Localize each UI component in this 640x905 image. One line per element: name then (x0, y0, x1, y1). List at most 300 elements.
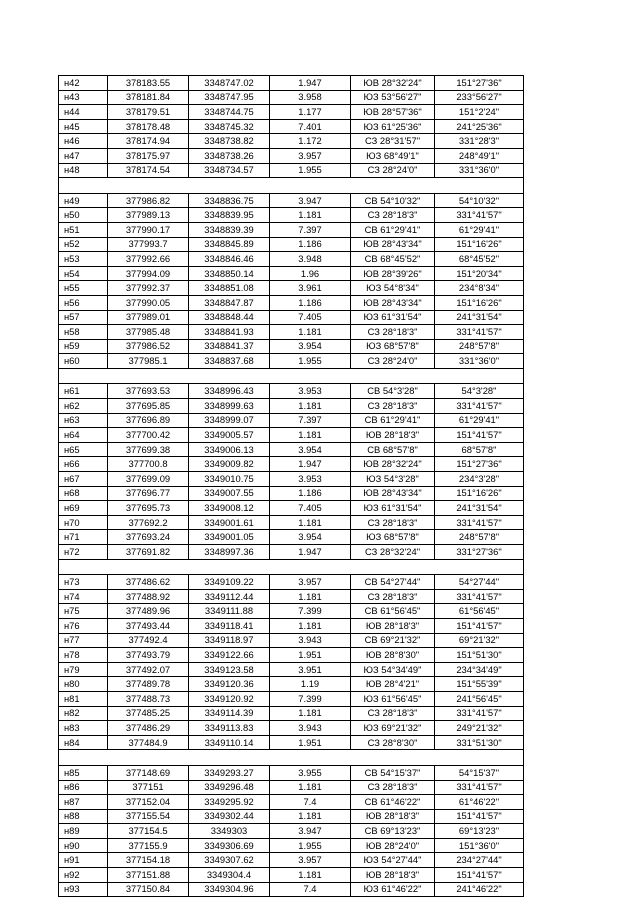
point-name-cell: н70 (59, 515, 108, 530)
rhumb-cell: ЮВ 28°24'0" (351, 838, 435, 853)
y-coordinate-cell: 3348999.63 (189, 399, 270, 414)
table-row (59, 589, 524, 604)
point-name-cell: н42 (59, 76, 108, 91)
rhumb-cell: ЮЗ 54°27'44" (351, 853, 435, 868)
x-coordinate-cell: 377695.73 (108, 501, 189, 516)
rhumb-cell: СВ 61°29'41" (351, 222, 435, 237)
azimuth-cell: 331°41'57" (435, 208, 524, 223)
table-row (59, 310, 524, 325)
point-name-cell: н80 (59, 677, 108, 692)
x-coordinate-cell: 377993.7 (108, 237, 189, 252)
azimuth-cell: 234°8'34" (435, 281, 524, 296)
length-cell: 1.181 (270, 399, 351, 414)
azimuth-cell: 151°20'34" (435, 266, 524, 281)
table-row (59, 163, 524, 178)
point-name-cell: н88 (59, 809, 108, 824)
y-coordinate-cell: 3349006.13 (189, 442, 270, 457)
point-name-cell: н64 (59, 428, 108, 443)
point-name-cell: н75 (59, 604, 108, 619)
x-coordinate-cell: 377152.04 (108, 795, 189, 810)
azimuth-cell: 241°25'36" (435, 119, 524, 134)
rhumb-cell: СЗ 28°18'3" (351, 515, 435, 530)
point-name-cell: н93 (59, 882, 108, 897)
y-coordinate-cell: 3348738.26 (189, 148, 270, 163)
x-coordinate-cell: 377691.82 (108, 545, 189, 560)
x-coordinate-cell: 377695.85 (108, 399, 189, 414)
point-name-cell: н72 (59, 545, 108, 560)
x-coordinate-cell: 377986.52 (108, 339, 189, 354)
point-name-cell: н47 (59, 148, 108, 163)
point-name-cell: н56 (59, 295, 108, 310)
table-row (59, 604, 524, 619)
x-coordinate-cell: 377151 (108, 780, 189, 795)
azimuth-cell: 151°16'26" (435, 237, 524, 252)
azimuth-cell: 241°31'54" (435, 501, 524, 516)
rhumb-cell: ЮЗ 68°49'1" (351, 148, 435, 163)
table-row (59, 457, 524, 472)
azimuth-cell: 69°13'23" (435, 824, 524, 839)
y-coordinate-cell: 3348996.43 (189, 384, 270, 399)
y-coordinate-cell: 3349120.36 (189, 677, 270, 692)
rhumb-cell: СВ 54°27'44" (351, 575, 435, 590)
table-row (59, 706, 524, 721)
length-cell: 1.186 (270, 486, 351, 501)
azimuth-cell: 151°27'36" (435, 76, 524, 91)
table-row (59, 824, 524, 839)
y-coordinate-cell: 3349005.57 (189, 428, 270, 443)
y-coordinate-cell: 3349307.62 (189, 853, 270, 868)
x-coordinate-cell: 378181.84 (108, 90, 189, 105)
point-name-cell: н83 (59, 721, 108, 736)
x-coordinate-cell: 377155.54 (108, 809, 189, 824)
x-coordinate-cell: 377155.9 (108, 838, 189, 853)
table-row (59, 691, 524, 706)
azimuth-cell: 68°45'52" (435, 252, 524, 267)
x-coordinate-cell: 377699.09 (108, 472, 189, 487)
point-name-cell: н50 (59, 208, 108, 223)
length-cell: 3.943 (270, 721, 351, 736)
x-coordinate-cell: 377696.89 (108, 413, 189, 428)
point-name-cell: н61 (59, 384, 108, 399)
point-name-cell: н52 (59, 237, 108, 252)
table-row (59, 530, 524, 545)
table-row (59, 721, 524, 736)
rhumb-cell: ЮЗ 68°57'8" (351, 530, 435, 545)
length-cell: 1.96 (270, 266, 351, 281)
table-row (59, 648, 524, 663)
length-cell: 1.19 (270, 677, 351, 692)
point-name-cell: н85 (59, 765, 108, 780)
y-coordinate-cell: 3349113.83 (189, 721, 270, 736)
table-row (59, 339, 524, 354)
azimuth-cell: 331°41'57" (435, 399, 524, 414)
y-coordinate-cell: 3348997.36 (189, 545, 270, 560)
length-cell: 7.401 (270, 119, 351, 134)
x-coordinate-cell: 377489.96 (108, 604, 189, 619)
length-cell: 1.181 (270, 809, 351, 824)
azimuth-cell: 241°56'45" (435, 691, 524, 706)
table-row (59, 105, 524, 120)
azimuth-cell: 151°2'24" (435, 105, 524, 120)
azimuth-cell: 151°16'26" (435, 486, 524, 501)
table-row (59, 838, 524, 853)
length-cell: 3.948 (270, 252, 351, 267)
azimuth-cell: 234°27'44" (435, 853, 524, 868)
length-cell: 1.955 (270, 354, 351, 369)
length-cell: 3.954 (270, 339, 351, 354)
y-coordinate-cell: 3349304.4 (189, 868, 270, 883)
rhumb-cell: ЮЗ 61°56'45" (351, 691, 435, 706)
azimuth-cell: 151°55'39" (435, 677, 524, 692)
rhumb-cell: СВ 68°45'52" (351, 252, 435, 267)
separator-cell (59, 368, 524, 384)
rhumb-cell: ЮЗ 61°46'22" (351, 882, 435, 897)
y-coordinate-cell: 3349295.92 (189, 795, 270, 810)
rhumb-cell: ЮВ 28°18'3" (351, 809, 435, 824)
x-coordinate-cell: 377493.44 (108, 618, 189, 633)
point-name-cell: н74 (59, 589, 108, 604)
y-coordinate-cell: 3348851.08 (189, 281, 270, 296)
point-name-cell: н69 (59, 501, 108, 516)
table-body (59, 76, 524, 897)
rhumb-cell: СЗ 28°31'57" (351, 134, 435, 149)
y-coordinate-cell: 3348837.68 (189, 354, 270, 369)
x-coordinate-cell: 377150.84 (108, 882, 189, 897)
x-coordinate-cell: 377492.07 (108, 662, 189, 677)
point-name-cell: н51 (59, 222, 108, 237)
rhumb-cell: ЮЗ 61°31'54" (351, 501, 435, 516)
length-cell: 1.181 (270, 780, 351, 795)
azimuth-cell: 69°21'32" (435, 633, 524, 648)
y-coordinate-cell: 3348847.87 (189, 295, 270, 310)
y-coordinate-cell: 3349110.14 (189, 735, 270, 750)
azimuth-cell: 151°16'26" (435, 295, 524, 310)
point-name-cell: н48 (59, 163, 108, 178)
azimuth-cell: 241°31'54" (435, 310, 524, 325)
y-coordinate-cell: 3349009.82 (189, 457, 270, 472)
y-coordinate-cell: 3348848.44 (189, 310, 270, 325)
length-cell: 3.957 (270, 575, 351, 590)
length-cell: 7.405 (270, 501, 351, 516)
azimuth-cell: 234°34'49" (435, 662, 524, 677)
rhumb-cell: ЮВ 28°8'30" (351, 648, 435, 663)
table-row (59, 633, 524, 648)
rhumb-cell: СЗ 28°24'0" (351, 163, 435, 178)
table-row (59, 193, 524, 208)
length-cell: 3.954 (270, 442, 351, 457)
x-coordinate-cell: 377700.8 (108, 457, 189, 472)
length-cell: 3.953 (270, 472, 351, 487)
point-name-cell: н84 (59, 735, 108, 750)
rhumb-cell: СВ 61°56'45" (351, 604, 435, 619)
y-coordinate-cell: 3348839.39 (189, 222, 270, 237)
y-coordinate-cell: 3349112.44 (189, 589, 270, 604)
rhumb-cell: ЮЗ 54°8'34" (351, 281, 435, 296)
length-cell: 1.951 (270, 735, 351, 750)
length-cell: 1.181 (270, 706, 351, 721)
table-row (59, 428, 524, 443)
y-coordinate-cell: 3348744.75 (189, 105, 270, 120)
rhumb-cell: СЗ 28°18'3" (351, 706, 435, 721)
point-name-cell: н86 (59, 780, 108, 795)
table-row (59, 618, 524, 633)
length-cell: 7.405 (270, 310, 351, 325)
y-coordinate-cell: 3348836.75 (189, 193, 270, 208)
length-cell: 3.957 (270, 148, 351, 163)
rhumb-cell: ЮВ 28°32'24" (351, 457, 435, 472)
y-coordinate-cell: 3349302.44 (189, 809, 270, 824)
point-name-cell: н60 (59, 354, 108, 369)
y-coordinate-cell: 3349118.41 (189, 618, 270, 633)
length-cell: 1.181 (270, 618, 351, 633)
rhumb-cell: СЗ 28°8'30" (351, 735, 435, 750)
x-coordinate-cell: 377985.1 (108, 354, 189, 369)
rhumb-cell: СВ 68°57'8" (351, 442, 435, 457)
x-coordinate-cell: 377148.69 (108, 765, 189, 780)
rhumb-cell: ЮЗ 61°31'54" (351, 310, 435, 325)
x-coordinate-cell: 378179.51 (108, 105, 189, 120)
point-name-cell: н63 (59, 413, 108, 428)
rhumb-cell: СВ 54°15'37" (351, 765, 435, 780)
x-coordinate-cell: 377151.88 (108, 868, 189, 883)
length-cell: 3.961 (270, 281, 351, 296)
rhumb-cell: СВ 54°10'32" (351, 193, 435, 208)
length-cell: 1.181 (270, 589, 351, 604)
table-row (59, 677, 524, 692)
azimuth-cell: 248°57'8" (435, 530, 524, 545)
azimuth-cell: 331°51'30" (435, 735, 524, 750)
table-row (59, 515, 524, 530)
rhumb-cell: СВ 69°13'23" (351, 824, 435, 839)
point-name-cell: н55 (59, 281, 108, 296)
x-coordinate-cell: 377154.5 (108, 824, 189, 839)
length-cell: 1.172 (270, 134, 351, 149)
azimuth-cell: 248°49'1" (435, 148, 524, 163)
point-name-cell: н45 (59, 119, 108, 134)
point-name-cell: н44 (59, 105, 108, 120)
azimuth-cell: 68°57'8" (435, 442, 524, 457)
point-name-cell: н73 (59, 575, 108, 590)
rhumb-cell: СЗ 28°18'3" (351, 399, 435, 414)
length-cell: 1.186 (270, 295, 351, 310)
rhumb-cell: СЗ 28°18'3" (351, 208, 435, 223)
x-coordinate-cell: 377992.66 (108, 252, 189, 267)
length-cell: 3.958 (270, 90, 351, 105)
azimuth-cell: 61°29'41" (435, 222, 524, 237)
x-coordinate-cell: 377693.53 (108, 384, 189, 399)
y-coordinate-cell: 3349007.55 (189, 486, 270, 501)
point-name-cell: н53 (59, 252, 108, 267)
x-coordinate-cell: 377696.77 (108, 486, 189, 501)
point-name-cell: н62 (59, 399, 108, 414)
azimuth-cell: 151°51'30" (435, 648, 524, 663)
azimuth-cell: 248°57'8" (435, 339, 524, 354)
rhumb-cell: СВ 61°46'22" (351, 795, 435, 810)
point-name-cell: н81 (59, 691, 108, 706)
length-cell: 1.947 (270, 76, 351, 91)
rhumb-cell: ЮВ 28°18'3" (351, 868, 435, 883)
length-cell: 3.953 (270, 384, 351, 399)
x-coordinate-cell: 377700.42 (108, 428, 189, 443)
rhumb-cell: ЮВ 28°4'21" (351, 677, 435, 692)
table-row (59, 134, 524, 149)
x-coordinate-cell: 377489.78 (108, 677, 189, 692)
azimuth-cell: 54°15'37" (435, 765, 524, 780)
rhumb-cell: ЮВ 28°57'36" (351, 105, 435, 120)
x-coordinate-cell: 378178.48 (108, 119, 189, 134)
y-coordinate-cell: 3348841.37 (189, 339, 270, 354)
y-coordinate-cell: 3348845.89 (189, 237, 270, 252)
point-name-cell: н87 (59, 795, 108, 810)
table-row (59, 662, 524, 677)
azimuth-cell: 233°56'27" (435, 90, 524, 105)
x-coordinate-cell: 377492.4 (108, 633, 189, 648)
length-cell: 1.947 (270, 457, 351, 472)
azimuth-cell: 151°41'57" (435, 428, 524, 443)
table-row (59, 472, 524, 487)
table-row (59, 384, 524, 399)
length-cell: 7.4 (270, 882, 351, 897)
y-coordinate-cell: 3348846.46 (189, 252, 270, 267)
x-coordinate-cell: 377989.13 (108, 208, 189, 223)
table-row (59, 413, 524, 428)
y-coordinate-cell: 3349122.66 (189, 648, 270, 663)
length-cell: 7.399 (270, 604, 351, 619)
azimuth-cell: 151°41'57" (435, 868, 524, 883)
point-name-cell: н92 (59, 868, 108, 883)
table-row (59, 252, 524, 267)
group-separator-row (59, 559, 524, 575)
table-row (59, 399, 524, 414)
rhumb-cell: ЮВ 28°43'34" (351, 486, 435, 501)
length-cell: 1.181 (270, 325, 351, 340)
length-cell: 1.181 (270, 208, 351, 223)
length-cell: 7.4 (270, 795, 351, 810)
azimuth-cell: 331°41'57" (435, 515, 524, 530)
length-cell: 1.186 (270, 237, 351, 252)
azimuth-cell: 331°41'57" (435, 706, 524, 721)
azimuth-cell: 61°46'22" (435, 795, 524, 810)
point-name-cell: н68 (59, 486, 108, 501)
point-name-cell: н90 (59, 838, 108, 853)
y-coordinate-cell: 3348841.93 (189, 325, 270, 340)
table-row (59, 486, 524, 501)
azimuth-cell: 54°3'28" (435, 384, 524, 399)
rhumb-cell: ЮВ 28°43'34" (351, 237, 435, 252)
length-cell: 3.947 (270, 193, 351, 208)
point-name-cell: н78 (59, 648, 108, 663)
azimuth-cell: 151°41'57" (435, 618, 524, 633)
azimuth-cell: 234°3'28" (435, 472, 524, 487)
length-cell: 1.955 (270, 838, 351, 853)
point-name-cell: н59 (59, 339, 108, 354)
y-coordinate-cell: 3349118.97 (189, 633, 270, 648)
point-name-cell: н71 (59, 530, 108, 545)
y-coordinate-cell: 3348738.82 (189, 134, 270, 149)
point-name-cell: н49 (59, 193, 108, 208)
table-row (59, 780, 524, 795)
table-row (59, 809, 524, 824)
point-name-cell: н57 (59, 310, 108, 325)
table-row (59, 853, 524, 868)
y-coordinate-cell: 3349010.75 (189, 472, 270, 487)
table-row (59, 295, 524, 310)
point-name-cell: н77 (59, 633, 108, 648)
azimuth-cell: 151°36'0" (435, 838, 524, 853)
y-coordinate-cell: 3349114.39 (189, 706, 270, 721)
group-separator-row (59, 750, 524, 766)
x-coordinate-cell: 377992.37 (108, 281, 189, 296)
length-cell: 3.943 (270, 633, 351, 648)
x-coordinate-cell: 378175.97 (108, 148, 189, 163)
group-separator-row (59, 178, 524, 194)
table-row (59, 575, 524, 590)
table-row (59, 735, 524, 750)
azimuth-cell: 151°27'36" (435, 457, 524, 472)
x-coordinate-cell: 377692.2 (108, 515, 189, 530)
azimuth-cell: 241°46'22" (435, 882, 524, 897)
table-row (59, 281, 524, 296)
y-coordinate-cell: 3349111.88 (189, 604, 270, 619)
point-name-cell: н66 (59, 457, 108, 472)
x-coordinate-cell: 378183.55 (108, 76, 189, 91)
rhumb-cell: СЗ 28°18'3" (351, 589, 435, 604)
table-row (59, 545, 524, 560)
table-row (59, 222, 524, 237)
y-coordinate-cell: 3348839.95 (189, 208, 270, 223)
rhumb-cell: ЮВ 28°43'34" (351, 295, 435, 310)
azimuth-cell: 61°56'45" (435, 604, 524, 619)
y-coordinate-cell: 3349123.58 (189, 662, 270, 677)
x-coordinate-cell: 377985.48 (108, 325, 189, 340)
x-coordinate-cell: 377990.05 (108, 295, 189, 310)
separator-cell (59, 178, 524, 194)
azimuth-cell: 331°28'3" (435, 134, 524, 149)
point-name-cell: н82 (59, 706, 108, 721)
y-coordinate-cell: 3348850.14 (189, 266, 270, 281)
azimuth-cell: 151°41'57" (435, 809, 524, 824)
y-coordinate-cell: 3349109.22 (189, 575, 270, 590)
rhumb-cell: ЮЗ 61°25'36" (351, 119, 435, 134)
table-row (59, 868, 524, 883)
azimuth-cell: 331°36'0" (435, 163, 524, 178)
length-cell: 3.957 (270, 853, 351, 868)
x-coordinate-cell: 377486.62 (108, 575, 189, 590)
table-row (59, 76, 524, 91)
y-coordinate-cell: 3348747.02 (189, 76, 270, 91)
azimuth-cell: 331°41'57" (435, 589, 524, 604)
x-coordinate-cell: 377486.29 (108, 721, 189, 736)
rhumb-cell: ЮЗ 54°34'49" (351, 662, 435, 677)
table-row (59, 354, 524, 369)
rhumb-cell: СЗ 28°18'3" (351, 325, 435, 340)
table-row (59, 148, 524, 163)
table-row (59, 208, 524, 223)
y-coordinate-cell: 3348999.07 (189, 413, 270, 428)
y-coordinate-cell: 3349001.05 (189, 530, 270, 545)
table-row (59, 325, 524, 340)
group-separator-row (59, 368, 524, 384)
rhumb-cell: ЮВ 28°18'3" (351, 428, 435, 443)
x-coordinate-cell: 378174.54 (108, 163, 189, 178)
coordinates-table (58, 75, 524, 897)
x-coordinate-cell: 377484.9 (108, 735, 189, 750)
point-name-cell: н54 (59, 266, 108, 281)
length-cell: 1.181 (270, 868, 351, 883)
azimuth-cell: 54°27'44" (435, 575, 524, 590)
length-cell: 3.955 (270, 765, 351, 780)
table-row (59, 882, 524, 897)
